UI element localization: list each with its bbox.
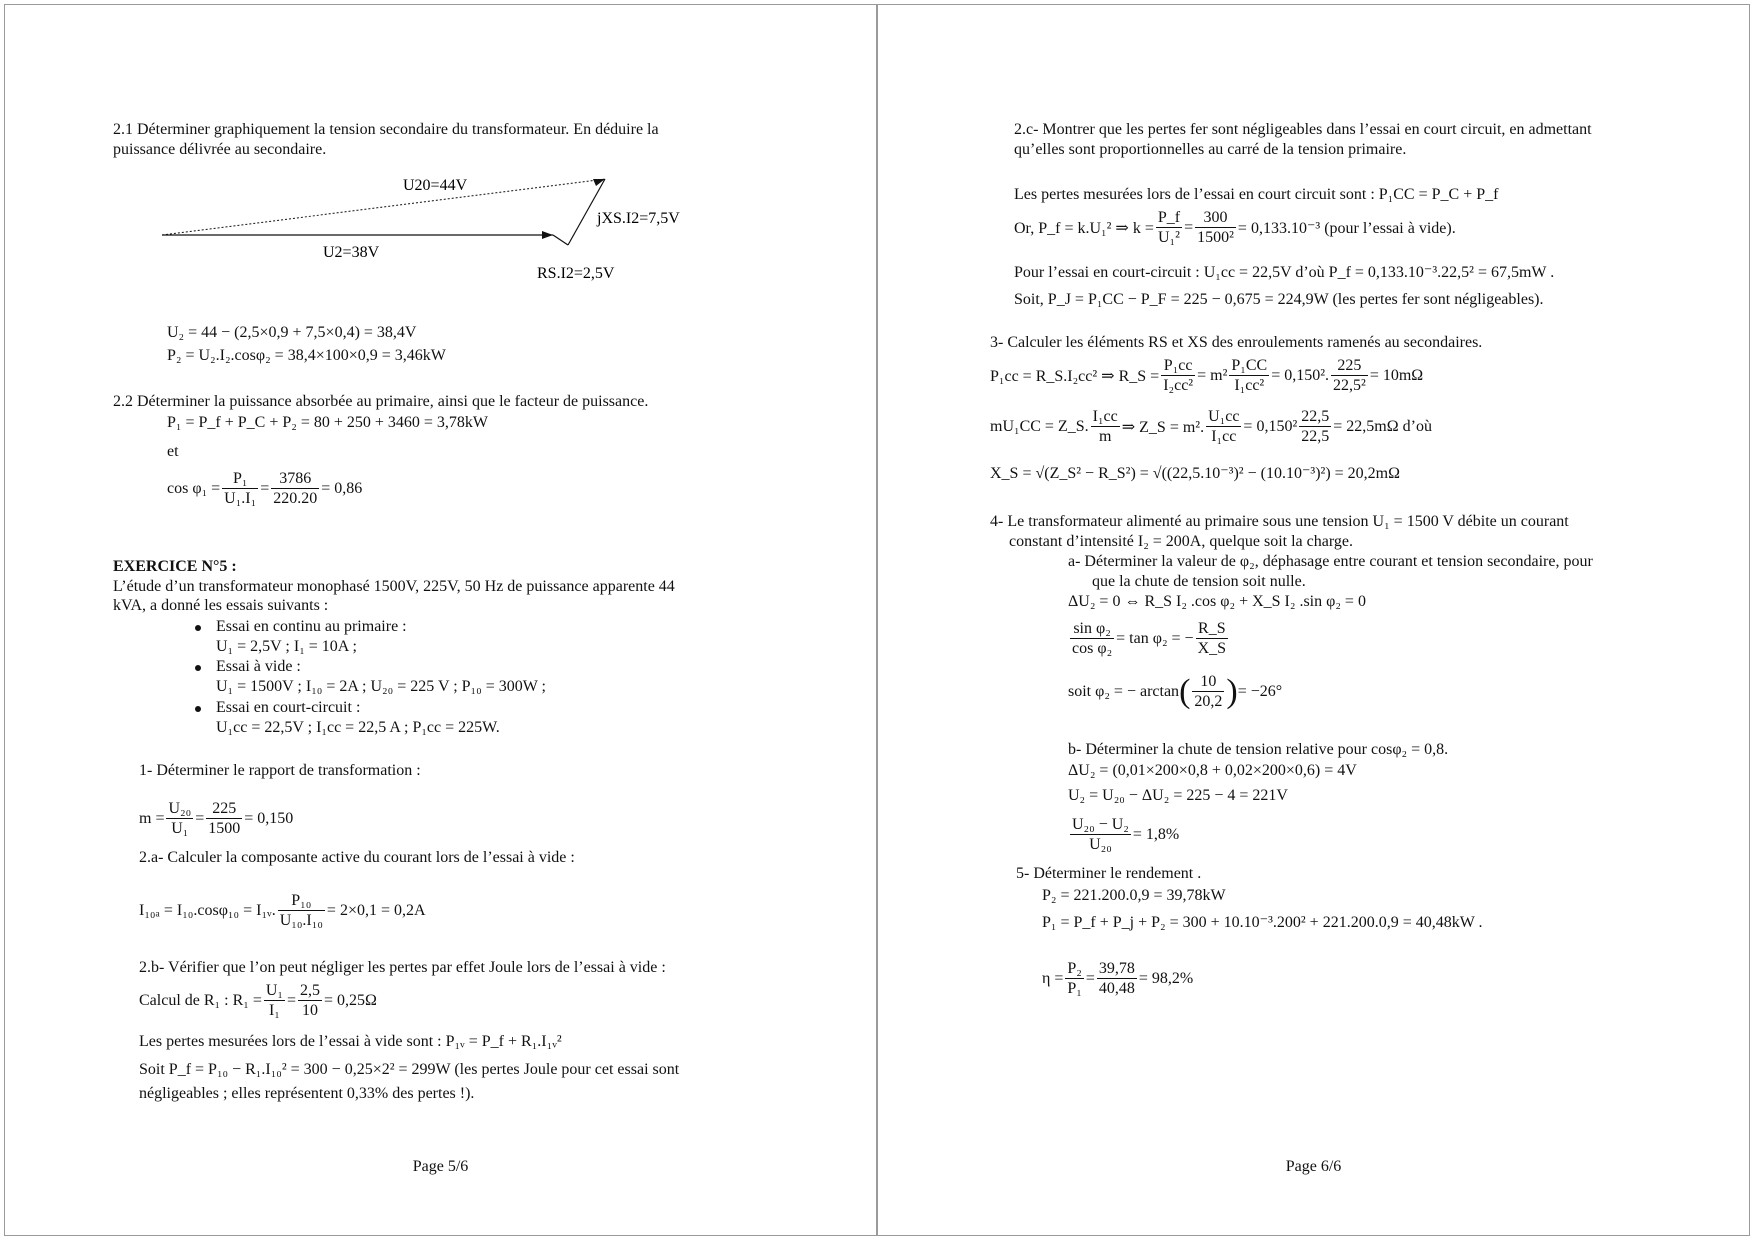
page-footer: Page 6/6 [1285, 1158, 1342, 1175]
soit-pf-cont: négligeables ; elles représentent 0,33% des pertes !). [139, 1085, 475, 1102]
rs-i2-vector [553, 235, 568, 245]
exercise-intro-cont: kVA, a donné les essais suivants : [113, 597, 329, 614]
question-4-title-cont: constant d’intensité I₂ = 200A, quelque soit la charge. [1009, 533, 1353, 550]
calc-r1: Calcul de R₁ : R₁ = $\frac{\text{U₁}}{\text{I₁}}$ = $\frac{2,5}{10}$ = 0,25Ω [139, 982, 377, 1019]
calc-u2-right: U₂ = U₂₀ − ΔU₂ = 225 − 4 = 221V [1068, 787, 1288, 804]
calc-i10a: I₁₀ₐ = I₁₀.cosφ₁₀ = I₁ᵥ. $\frac{\text{P₁₀}}{\text{U₁₀.I₁₀}}$ = 2×0,1 = 0,2A [139, 892, 426, 929]
pertes-cc: Les pertes mesurées lors de l’essai en court circuit sont : P₁CC = P_C + P_f [1014, 186, 1499, 203]
question-2b-title: 2.b- Vérifier que l’on peut négliger les pertes par effet Joule lors de l’essai à vide : [139, 959, 666, 976]
essai-cc-values: U₁cc = 22,5V ; I₁cc = 22,5 A ; P₁cc = 225W. [216, 719, 500, 736]
calc-relative-drop: $\frac{\text{U₂₀ − U₂}}{\text{U₂₀}}$ = 1,8% [1072, 816, 1180, 853]
question-2-1-title-cont: puissance délivrée au secondaire. [113, 141, 327, 158]
calc-cos-phi1: cos φ₁ = $\frac{\text{P₁}}{\text{U₁.I₁}}$ = $\frac{3786}{220.20}$ = 0,86 [167, 470, 363, 507]
question-1-title: 1- Déterminer le rapport de transformation : [139, 762, 421, 779]
calc-p1-right: P₁ = P_f + P_j + P₂ = 300 + 10.10⁻³.200² + 221.200.0,9 = 40,48kW . [1042, 914, 1483, 931]
exercise-intro: L’étude d’un transformateur monophasé 1500V, 225V, 50 Hz de puissance apparente 44 [113, 578, 675, 595]
question-4a-title: a- Déterminer la valeur de φ₂, déphasage entre courant et tension secondaire, pour [1068, 553, 1593, 570]
question-2c-title-cont: qu’elles sont proportionnelles au carré de la tension primaire. [1014, 141, 1407, 158]
calc-rs: P₁cc = R_S.I₂cc² ⇒ R_S = $\frac{\text{P₁cc}}{\text{I₂cc²}}$ = m² $\frac{\text{P₁CC}}{\text{I₁cc²}}$ = 0,150². $\frac{225}{\text{22,5²}}$ = 10mΩ [990, 357, 1424, 394]
question-2a-title: 2.a- Calculer la composante active du courant lors de l’essai à vide : [139, 849, 575, 866]
calc-p2: P₂ = U₂.I₂.cosφ₂ = 38,4×100×0,9 = 3,46kW [167, 347, 446, 364]
jxs-i2-label: jXS.I2=7,5V [597, 210, 680, 227]
calc-du-zero: ΔU₂ = 0 ⇔ R_S I₂ .cos φ₂ + X_S I₂ .sin φ₂ = 0 [1068, 593, 1366, 610]
u20-vector [162, 179, 605, 235]
question-2-2-title: 2.2 Déterminer la puissance absorbée au primaire, ainsi que le facteur de puissance. [113, 393, 649, 410]
u2-label: U2=38V [323, 244, 380, 261]
soit-pf: Soit P_f = P₁₀ − R₁.I₁₀² = 300 − 0,25×2² = 299W (les pertes Joule pour cet essai sont [139, 1061, 680, 1078]
page-5 [4, 4, 877, 1236]
page-footer: Page 5/6 [412, 1158, 469, 1175]
calc-k: Or, P_f = k.U₁² ⇒ k = $\frac{P\_f}{\text{U₁²}}$ = $\frac{300}{\text{1500²}}$ = 0,133.10⁻³ (pour l’essai à vide). [1014, 209, 1456, 246]
calc-tan-phi2: $\frac{\text{sin φ₂}}{\text{cos φ₂}}$ = tan φ₂ = − $\frac{R\_S}{X\_S}$ [1072, 620, 1227, 657]
bullet-icon [195, 706, 201, 712]
calc-phi2: soit φ₂ = − arctan ( $\frac{10}{20,2}$ ) = −26° [1068, 672, 1283, 710]
bullet-icon [195, 625, 201, 631]
question-3-title: 3- Calculer les éléments RS et XS des enroulements ramenés au secondaires. [990, 334, 1483, 351]
u2-arrowhead [542, 231, 553, 239]
calc-eta: η = $\frac{\text{P₂}}{\text{P₁}}$ = $\frac{39,78}{40,48}$ = 98,2% [1042, 960, 1194, 997]
question-4-title: 4- Le transformateur alimenté au primaire sous une tension U₁ = 1500 V débite un courant [990, 513, 1569, 530]
question-4b-title: b- Déterminer la chute de tension relative pour cosφ₂ = 0,8. [1068, 741, 1449, 758]
rs-i2-label: RS.I2=2,5V [537, 265, 615, 282]
phasor-diagram [5, 165, 878, 285]
calc-u2: U₂ = 44 − (2,5×0,9 + 7,5×0,4) = 38,4V [167, 324, 417, 341]
pertes-vide: Les pertes mesurées lors de l’essai à vide sont : P₁ᵥ = P_f + R₁.I₁ᵥ² [139, 1033, 562, 1050]
calc-du2: ΔU₂ = (0,01×200×0,8 + 0,02×200×0,6) = 4V [1068, 762, 1357, 779]
calc-p2-right: P₂ = 221.200.0,9 = 39,78kW [1042, 887, 1226, 904]
essai-continu-title: Essai en continu au primaire : [216, 618, 407, 635]
soit-pj: Soit, P_J = P₁CC − P_F = 225 − 0,675 = 224,9W (les pertes fer sont négligeables). [1014, 291, 1544, 308]
calc-p1: P₁ = P_f + P_C + P₂ = 80 + 250 + 3460 = 3,78kW [167, 414, 489, 431]
essai-vide-title: Essai à vide : [216, 658, 301, 675]
page-6 [877, 4, 1750, 1236]
bullet-icon [195, 665, 201, 671]
question-4a-title-cont: que la chute de tension soit nulle. [1092, 573, 1306, 590]
calc-xs: X_S = √(Z_S² − R_S²) = √((22,5.10⁻³)² − (10.10⁻³)²) = 20,2mΩ [990, 465, 1401, 482]
essai-cc-title: Essai en court-circuit : [216, 699, 361, 716]
et-text: et [167, 443, 179, 460]
calc-zs: mU₁CC = Z_S. $\frac{\text{I₁cc}}{m}$ ⇒ Z_S = m². $\frac{\text{U₁cc}}{\text{I₁cc}}$ = 0,150² $\frac{22,5}{22,5}$ = 22,5mΩ d’où [990, 408, 1432, 445]
question-2-1-title: 2.1 Déterminer graphiquement la tension secondaire du transformateur. En déduire la [113, 121, 659, 138]
u20-label: U20=44V [403, 177, 468, 194]
essai-continu-values: U₁ = 2,5V ; I₁ = 10A ; [216, 638, 357, 655]
exercise-title: EXERCICE N°5 : [113, 558, 237, 575]
question-2c-title: 2.c- Montrer que les pertes fer sont négligeables dans l’essai en court circuit, en admettant [1014, 121, 1592, 138]
calc-m: m = $\frac{\text{U₂₀}}{\text{U₁}}$ = $\frac{225}{1500}$ = 0,150 [139, 800, 294, 837]
essai-cc-pf: Pour l’essai en court-circuit : U₁cc = 22,5V d’où P_f = 0,133.10⁻³.22,5² = 67,5mW . [1014, 264, 1555, 281]
essai-vide-values: U₁ = 1500V ; I₁₀ = 2A ; U₂₀ = 225 V ; P₁₀ = 300W ; [216, 678, 546, 695]
question-5-title: 5- Déterminer le rendement . [1016, 865, 1202, 882]
